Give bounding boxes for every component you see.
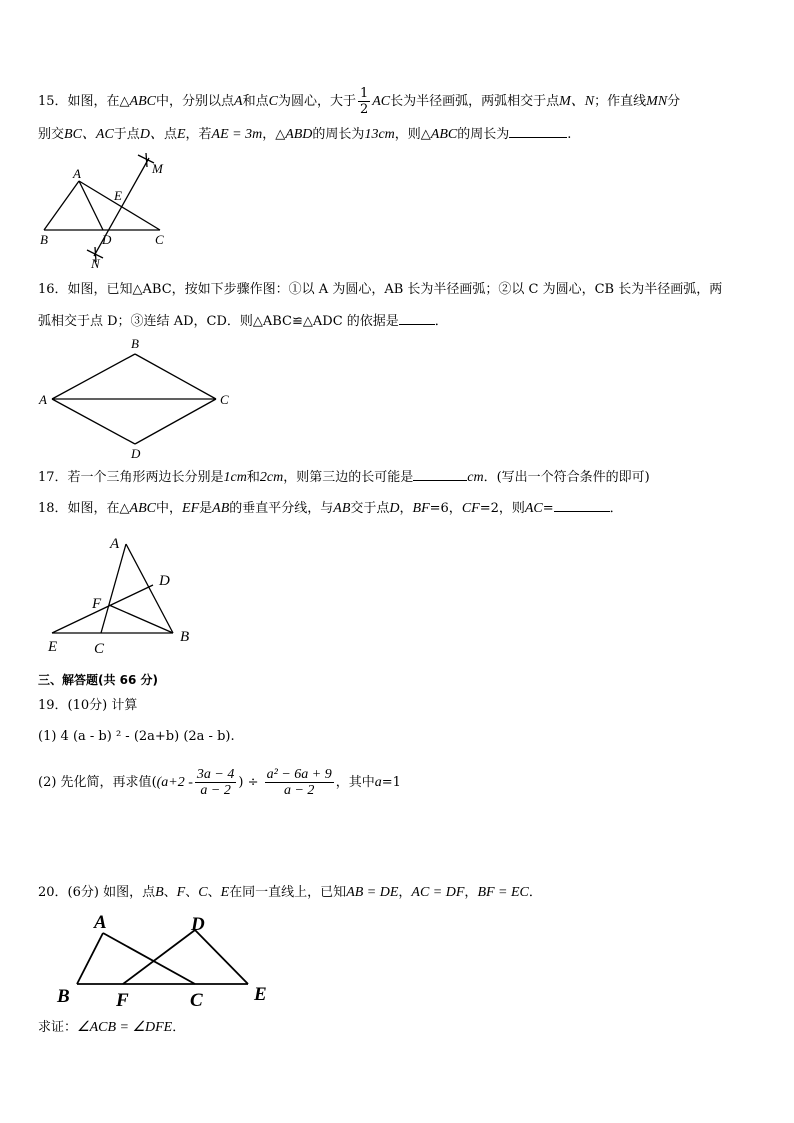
answer-blank[interactable]	[554, 499, 610, 512]
q18-var: AC	[524, 501, 543, 516]
q20-proof	[38, 1019, 185, 1037]
q18-figure	[40, 530, 200, 660]
q15-var: MN	[646, 94, 668, 109]
q18-text: 交于点	[350, 501, 390, 516]
label-B: B	[57, 986, 70, 1007]
q20-text: ，	[398, 885, 412, 900]
segment-AD	[52, 399, 135, 444]
q19-text: )	[238, 775, 244, 790]
q19-var: a	[374, 775, 382, 790]
q18-text: 中，	[156, 501, 183, 516]
segment-AB	[77, 933, 103, 984]
q15-text: 长为半径画弧，两弧相交于点	[390, 94, 560, 109]
label-A: A	[94, 912, 107, 933]
q20-text: 20．(6分) 如图，点	[38, 885, 156, 900]
segment-DC	[135, 399, 216, 444]
q15-var: AE = 3m	[211, 127, 263, 142]
q15-var: M、N	[559, 94, 595, 109]
q16-text: 弧相交于点 D；③连结 AD，CD．则△ABC≌△ADC 的依据是	[38, 314, 399, 329]
q19-text: =1	[381, 775, 401, 790]
q17-line	[38, 468, 650, 487]
q18-var: D	[389, 501, 400, 516]
segment-AC	[101, 544, 126, 633]
q15-line1	[38, 86, 680, 117]
q20-text: 、	[185, 885, 199, 900]
q15-var: 13cm	[364, 127, 395, 142]
q15-text: 分	[667, 94, 681, 109]
q18-text: =	[542, 501, 554, 516]
q18-var: BF	[412, 501, 430, 516]
q18-text: 18．如图，在△	[38, 501, 130, 516]
label-E: E	[48, 639, 58, 655]
q15-text: 于点	[113, 127, 140, 142]
label-F: F	[116, 990, 129, 1011]
q16-line1: 16．如图，已知△ABC，按如下步骤作图：①以 A 为圆心，AB 长为半径画弧；②以 C 为圆心，CB 长为半径画弧，两	[38, 282, 723, 297]
label-A: A	[110, 536, 120, 552]
label-B: B	[180, 629, 190, 645]
fraction-denominator: 2	[359, 102, 369, 117]
q15-var: ABC	[430, 127, 458, 142]
q15-text: 中，分别以点	[156, 94, 235, 109]
q15-text: 的周长为	[312, 127, 365, 142]
q20-var: BF = EC	[477, 885, 529, 900]
q15-text: 点	[163, 127, 177, 142]
label-B: B	[131, 336, 139, 351]
q15-text: ；作直线	[594, 94, 647, 109]
q19-head: 19．(10分) 计算	[38, 698, 138, 713]
segment-DE	[195, 930, 248, 984]
q17-text: ，则第三边的长可能是	[283, 470, 414, 485]
q19-fraction-1	[195, 767, 236, 798]
q15-text: 别交	[38, 127, 65, 142]
label-C: C	[94, 641, 105, 657]
q20-var: E	[220, 885, 230, 900]
arc-mark-M	[146, 153, 147, 167]
q15-var: BC、AC	[64, 127, 114, 142]
fraction-numerator: 3a − 4	[196, 767, 235, 782]
fraction-denominator: a − 2	[200, 783, 231, 798]
q18-text: ．	[609, 501, 623, 516]
fraction-numerator: 1	[359, 86, 369, 101]
q17-text: 和	[246, 470, 260, 485]
q15-var: ABC	[129, 94, 156, 109]
q19-var: (a+2 -	[156, 775, 193, 790]
q17-var: cm	[467, 470, 484, 485]
q15-line2	[38, 125, 571, 144]
label-B: B	[40, 232, 48, 247]
section-heading: 三、解答题(共 66 分)	[38, 673, 159, 687]
fraction-denominator: a − 2	[283, 783, 315, 798]
q16-line2	[38, 312, 448, 331]
q18-text: ，	[399, 501, 413, 516]
q15-var: AC	[372, 94, 391, 109]
q18-var: AB	[212, 501, 230, 516]
label-N: N	[91, 256, 100, 271]
q15-text: .	[567, 127, 572, 142]
q20-text: ．	[172, 1020, 186, 1035]
q20-text: ，	[464, 885, 478, 900]
label-M: M	[152, 161, 163, 176]
q18-text: 是	[199, 501, 213, 516]
q17-var: 1cm	[223, 470, 247, 485]
label-A: A	[39, 392, 47, 407]
q16-text: ．	[434, 314, 448, 329]
q18-var: CF	[461, 501, 480, 516]
q15-text: 和点	[242, 94, 269, 109]
q17-text: ．(写出一个符合条件的即可)	[483, 470, 650, 485]
divide-sign: ÷	[247, 775, 259, 790]
q18-text: =6，	[429, 501, 462, 516]
q20-text: ．	[528, 885, 542, 900]
q18-text: =2，则	[479, 501, 525, 516]
label-D: D	[191, 914, 205, 935]
q20-var: AB = DE	[346, 885, 399, 900]
label-C: C	[220, 392, 229, 407]
segment-BC	[135, 354, 216, 399]
q15-var: A	[234, 94, 243, 109]
q20-text: 求证：	[38, 1020, 78, 1035]
q15-text: △	[119, 94, 130, 109]
label-E: E	[254, 984, 267, 1005]
q19-fraction-2	[265, 767, 334, 798]
q15-text: ，则△	[394, 127, 431, 142]
label-C: C	[190, 990, 203, 1011]
q15-var: C	[268, 94, 278, 109]
q19-text: (2) 先化简，再求值	[38, 775, 152, 790]
q15-text: 的周长为	[457, 127, 510, 142]
answer-blank[interactable]	[509, 125, 567, 138]
q20-text: 、	[207, 885, 221, 900]
q16-figure	[36, 334, 236, 462]
q15-fraction	[358, 86, 370, 117]
q20-var: ∠ACB = ∠DFE	[77, 1020, 173, 1035]
label-C: C	[155, 232, 164, 247]
q18-line	[38, 499, 623, 518]
q19-part2: (2) 先化简，再求值((a+2 - $\frac{3a - 4}{a - 2}$ ) ÷ $\frac{\text{a² − 6a + 9}}{a - 2}$ ，其中a=1	[38, 767, 401, 798]
fraction-numerator: a² − 6a + 9	[266, 767, 332, 782]
q19-part1: (1) 4 (a - b) ² - (2a+b) (2a - b).	[38, 729, 235, 744]
segment-AB	[44, 181, 79, 230]
q15-var: E	[176, 127, 186, 142]
label-D: D	[131, 446, 141, 461]
q20-text: 、	[163, 885, 177, 900]
q18-var: AB	[333, 501, 351, 516]
segment-FB	[109, 605, 173, 633]
label-D: D	[102, 232, 112, 247]
q18-var: EF	[182, 501, 200, 516]
q20-var: C	[198, 885, 208, 900]
q15-var: ABD	[285, 127, 313, 142]
label-E: E	[114, 188, 122, 203]
q17-var: 2cm	[259, 470, 284, 485]
q20-figure	[50, 908, 280, 1014]
label-A: A	[73, 166, 81, 181]
label-D: D	[159, 573, 170, 589]
q20-text: 在同一直线上，已知	[229, 885, 347, 900]
q15-text: ，若	[185, 127, 212, 142]
answer-blank[interactable]	[399, 312, 435, 325]
q18-var: ABC	[129, 501, 156, 516]
q20-var: AC = DF	[411, 885, 465, 900]
q15-figure	[36, 150, 176, 272]
q19-text: ，其中	[335, 775, 375, 790]
q15-text: 15．如图，在	[38, 94, 120, 109]
label-F: F	[92, 596, 102, 612]
segment-DF	[123, 930, 195, 984]
q15-text: 为圆心，大于	[277, 94, 356, 109]
answer-blank[interactable]	[413, 468, 467, 481]
q15-var: D、	[139, 127, 164, 142]
q20-var: F	[176, 885, 186, 900]
q15-text: ，△	[262, 127, 286, 142]
q20-var: B	[155, 885, 164, 900]
q18-text: 的垂直平分线，与	[229, 501, 334, 516]
q20-line	[38, 884, 542, 902]
q17-text: 17．若一个三角形两边长分别是	[38, 470, 224, 485]
segment-AB	[52, 354, 135, 399]
